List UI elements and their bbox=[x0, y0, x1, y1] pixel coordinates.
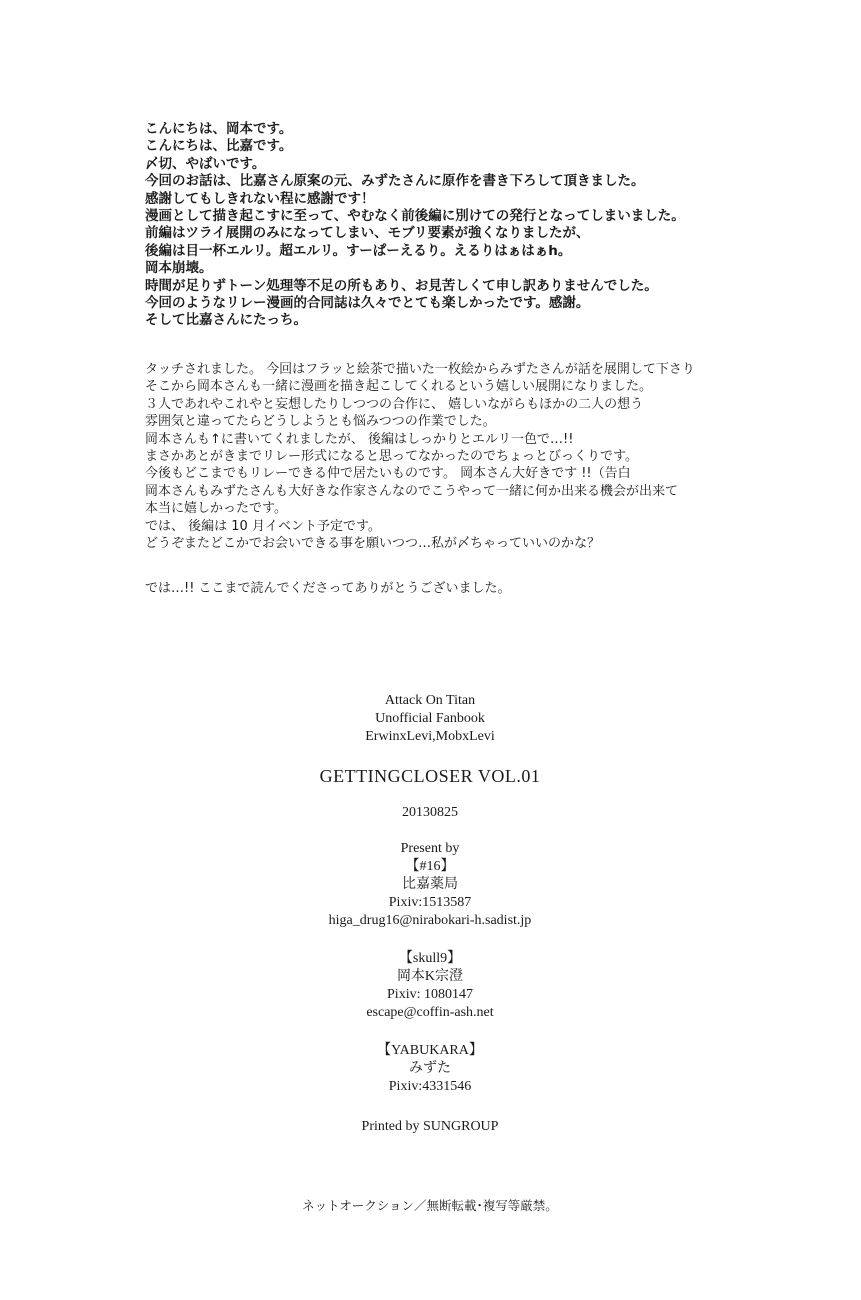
afterword-line: 感謝してもしきれない程に感謝です！ bbox=[145, 190, 375, 207]
circle-author: みずた bbox=[409, 1061, 451, 1076]
afterword-line: ３人であれやこれやと妄想したりしつつの合作に、 嬉しいながらもほかの二人の想う bbox=[145, 396, 644, 412]
afterword-line: 前編はツライ展開のみになってしまい、モブリ要素が強くなりましたが、 bbox=[145, 225, 590, 242]
afterword-line: こんにちは、岡本です。 bbox=[145, 121, 293, 137]
afterword-line: 本当に嬉しかったです。 bbox=[145, 501, 287, 517]
colophon bbox=[300, 692, 560, 1136]
afterword-line: 今回のお話は、比嘉さん原案の元、みずたさんに原作を書き下ろして頂きました。 bbox=[145, 173, 645, 190]
pairing: ErwinxLevi,MobxLevi bbox=[365, 729, 495, 744]
circle-name: 【skull9】 bbox=[398, 951, 462, 966]
book-title: GETTINGCLOSER VOL.01 bbox=[319, 766, 541, 786]
closing-line: では…!! ここまで読んでくださってありがとうございました。 bbox=[145, 581, 511, 596]
publish-date: 20130825 bbox=[402, 805, 458, 820]
afterword-line: 後編は目一杯エルリ。超エルリ。すーぱーえるり。えるりはぁはぁh。 bbox=[145, 242, 572, 259]
afterword-line: そして比嘉さんにたっち。 bbox=[145, 312, 307, 329]
afterword-higa bbox=[145, 361, 835, 552]
afterword-line: 今後もどこまでもリレーできる仲で居たいものです。 岡本さん大好きです !!（告白 bbox=[145, 466, 631, 482]
afterword-line: こんにちは、比嘉です。 bbox=[145, 138, 293, 155]
afterword-line: まさかあとがきまでリレー形式になると思ってなかったのでちょっとびっくりです。 bbox=[145, 449, 638, 465]
afterword-line: そこから岡本さんも一緒に漫画を描き起こしてくれるという嬉しい展開になりました。 bbox=[145, 379, 653, 395]
afterword-line: では、 後編は 10 月イベント予定です。 bbox=[145, 518, 381, 534]
afterword-line: 漫画として描き起こすに至って、やむなく前後編に別けての発行となってしまいました。 bbox=[145, 208, 685, 225]
circle-pixiv: Pixiv:1513587 bbox=[388, 895, 472, 910]
afterword-line: 岡本さんもみずたさんも大好きな作家さんなのでこうやって一緒に何か出来る機会が出来て bbox=[145, 483, 679, 499]
afterword-line: 雰囲気と違ってたらどうしようとも悩みつつの作業でした。 bbox=[145, 414, 496, 430]
afterword-line: 〆切、やばいです。 bbox=[145, 155, 266, 172]
series-name: Attack On Titan bbox=[384, 693, 476, 708]
circle-author: 岡本K宗澄 bbox=[396, 969, 464, 984]
circle-name: 【#16】 bbox=[405, 859, 455, 874]
present-by: Present by bbox=[400, 841, 460, 856]
circle-name: 【YABUKARA】 bbox=[377, 1043, 483, 1058]
afterword-line: 岡本崩壊。 bbox=[145, 260, 213, 277]
afterword-line: 時間が足りずトーン処理等不足の所もあり、お見苦しくて申し訳ありませんでした。 bbox=[145, 277, 658, 294]
afterword-line: どうぞまたどこかでお会いできる事を願いつつ…私が〆ちゃっていいのかな？ bbox=[145, 536, 601, 552]
afterword-line: タッチされました。 今回はフラッと絵茶で描いた一枚絵からみずたさんが話を展開して下さり bbox=[145, 362, 695, 377]
printed-by: Printed by SUNGROUP bbox=[361, 1119, 499, 1134]
book-type: Unofficial Fanbook bbox=[375, 711, 485, 726]
circle-email: escape@coffin-ash.net bbox=[366, 1005, 494, 1020]
copyright-notice: ネットオークション／無断転載･複写等厳禁。 bbox=[302, 1198, 558, 1213]
afterword-line: 岡本さんも↑に書いてくれましたが、 後編はしっかりとエルリ一色で…!! bbox=[145, 431, 574, 447]
circle-author: 比嘉薬局 bbox=[402, 877, 458, 892]
afterword-okamoto bbox=[145, 121, 835, 330]
circle-pixiv: Pixiv: 1080147 bbox=[387, 987, 473, 1002]
circle-pixiv: Pixiv:4331546 bbox=[388, 1079, 472, 1094]
circle-email: higa_drug16@nirabokari-h.sadist.jp bbox=[328, 913, 532, 928]
afterword-line: 今回のようなリレー漫画的合同誌は久々でとても楽しかったです。感謝。 bbox=[145, 295, 590, 312]
